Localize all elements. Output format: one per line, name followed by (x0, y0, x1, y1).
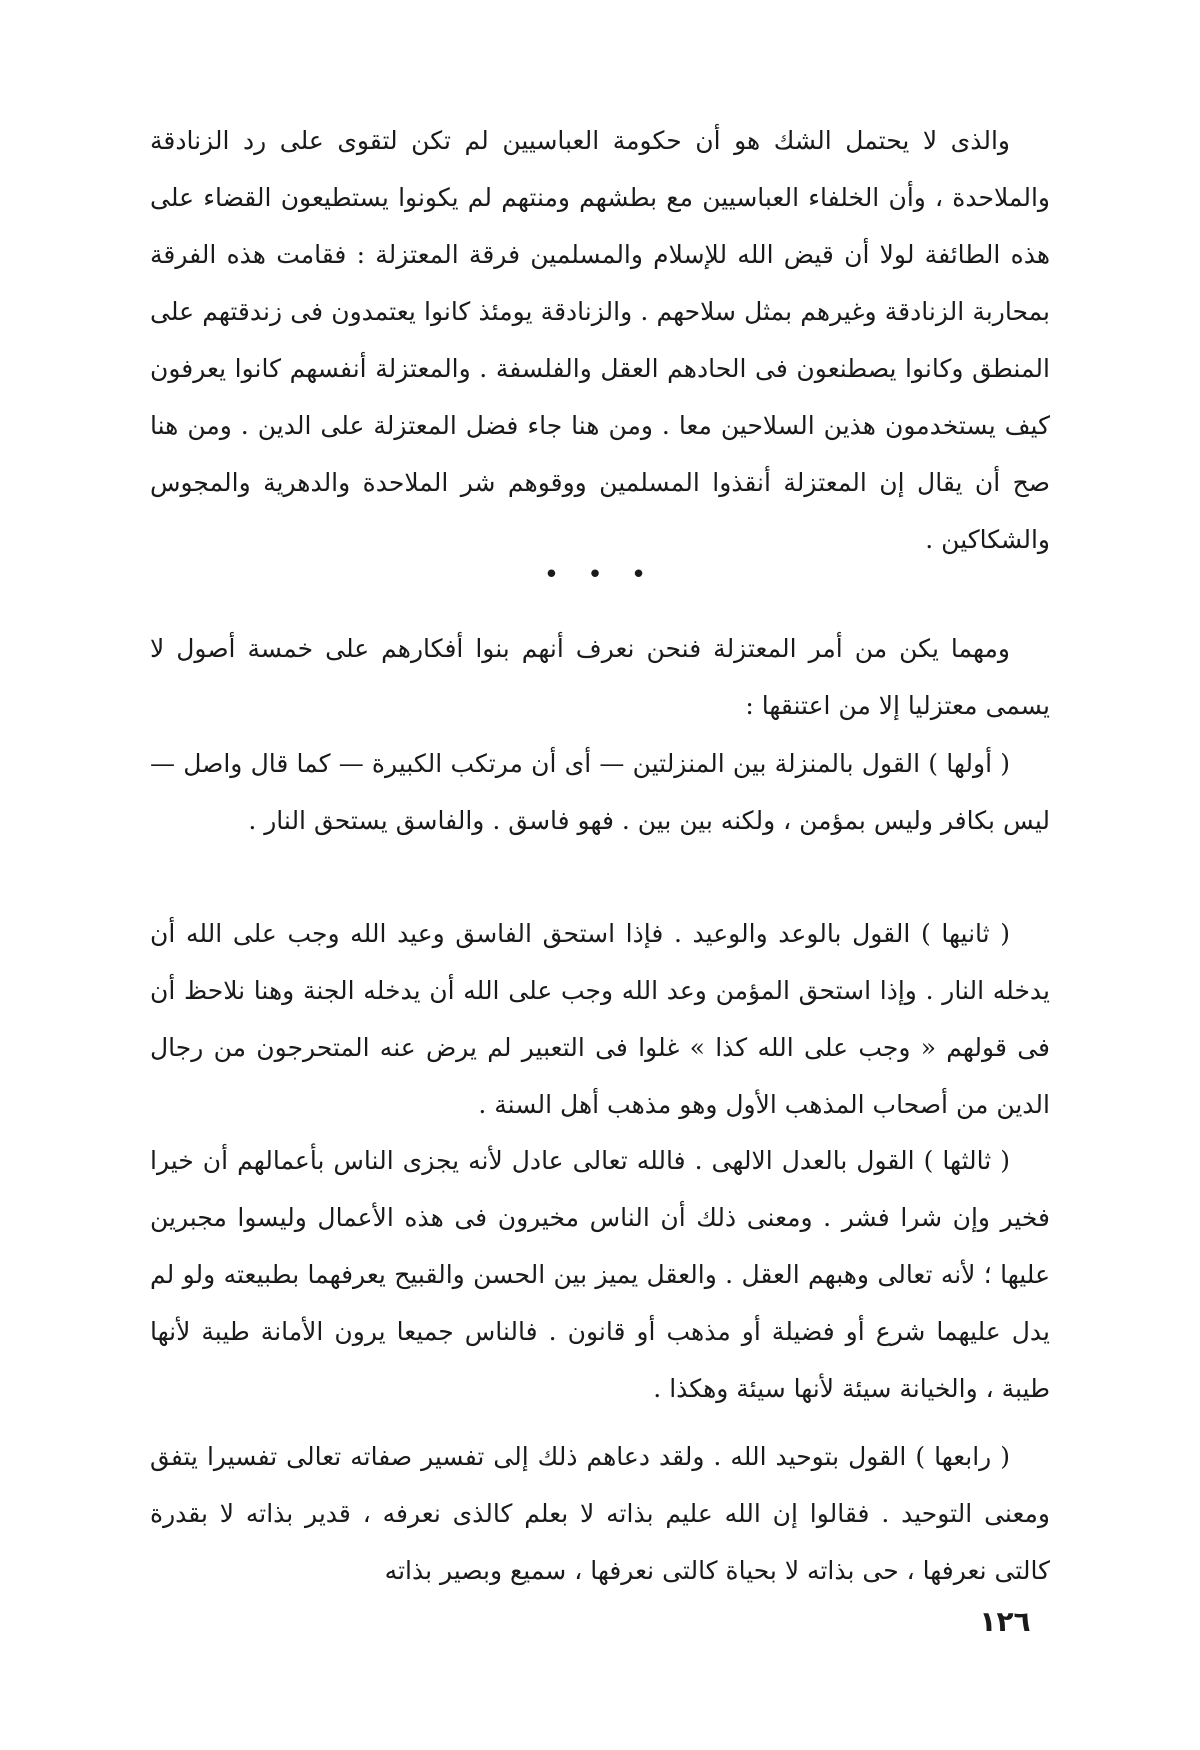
section-separator: • • • (543, 560, 657, 590)
paragraph-principle-1 (150, 735, 1050, 849)
paragraph-intro (150, 112, 1050, 568)
paragraph-five-principles (150, 620, 1050, 734)
paragraph-text: ( أولها ) القول بالمنزلة بين المنزلتين — أى أن مرتكب الكبيرة — كما قال واصل — ليس بكافر وليس بمؤمن ، ولكنه بين بين . فهو فاسق . والفاسق يستحق النار . (150, 749, 1050, 835)
paragraph-text: ( ثالثها ) القول بالعدل الالهى . فالله تعالى عادل لأنه يجزى الناس بأعمالهم أن خيرا فخير وإن شرا فشر . ومعنى ذلك أن الناس مخيرون فى هذه الأعمال وليسوا مجبرين عليها ؛ لأنه تعالى وهبهم العقل . والعقل يميز بين الحسن والقبيح يعرفهما بطبيعته ولو لم يدل عليهما شرع أو فضيلة أو مذهب أو قانون . فالناس جميعا يرون الأمانة طيبة لأنها طيبة ، والخيانة سيئة لأنها سيئة وهكذا . (150, 1146, 1050, 1403)
paragraph-principle-4 (150, 1428, 1050, 1599)
paragraph-principle-2 (150, 905, 1050, 1133)
paragraph-text: والذى لا يحتمل الشك هو أن حكومة العباسيين لم تكن لتقوى على رد الزنادقة والملاحدة ، وأن الخلفاء العباسيين مع بطشهم ومنتهم لم يكونوا يستطيعون القضاء على هذه الطائفة لولا أن قيض الله للإسلام والمسلمين فرقة المعتزلة : فقامت هذه الفرقة بمحاربة الزنادقة وغيرهم بمثل سلاحهم . والزنادقة يومئذ كانوا يعتمدون فى زندقتهم على المنطق وكانوا يصطنعون فى الحادهم العقل والفلسفة . والمعتزلة أنفسهم كانوا يعرفون كيف يستخدمون هذين السلاحين معا . ومن هنا جاء فضل المعتزلة على الدين . ومن هنا صح أن يقال إن المعتزلة أنقذوا المسلمين ووقوهم شر الملاحدة والدهرية والمجوس والشكاكين . (150, 126, 1050, 554)
page-number: ١٢٦ (979, 1605, 1031, 1638)
paragraph-text: ( رابعها ) القول بتوحيد الله . ولقد دعاهم ذلك إلى تفسير صفاته تعالى تفسيرا يتفق ومعنى التوحيد . فقالوا إن الله عليم بذاته لا بعلم كالذى نعرفه ، قدير بذاته لا بقدرة كالتى نعرفها ، حى بذاته لا بحياة كالتى نعرفها ، سميع وبصير بذاته (150, 1442, 1050, 1585)
paragraph-text: ( ثانيها ) القول بالوعد والوعيد . فإذا استحق الفاسق وعيد الله وجب على الله أن يدخله النار . وإذا استحق المؤمن وعد الله وجب على الله أن يدخله الجنة وهنا نلاحظ أن فى قولهم « وجب على الله كذا » غلوا فى التعبير لم يرض عنه المتحرجون من رجال الدين من أصحاب المذهب الأول وهو مذهب أهل السنة . (150, 919, 1050, 1119)
paragraph-principle-3 (150, 1132, 1050, 1417)
paragraph-text: ومهما يكن من أمر المعتزلة فنحن نعرف أنهم بنوا أفكارهم على خمسة أصول لا يسمى معتزليا إلا من اعتنقها : (150, 634, 1050, 720)
